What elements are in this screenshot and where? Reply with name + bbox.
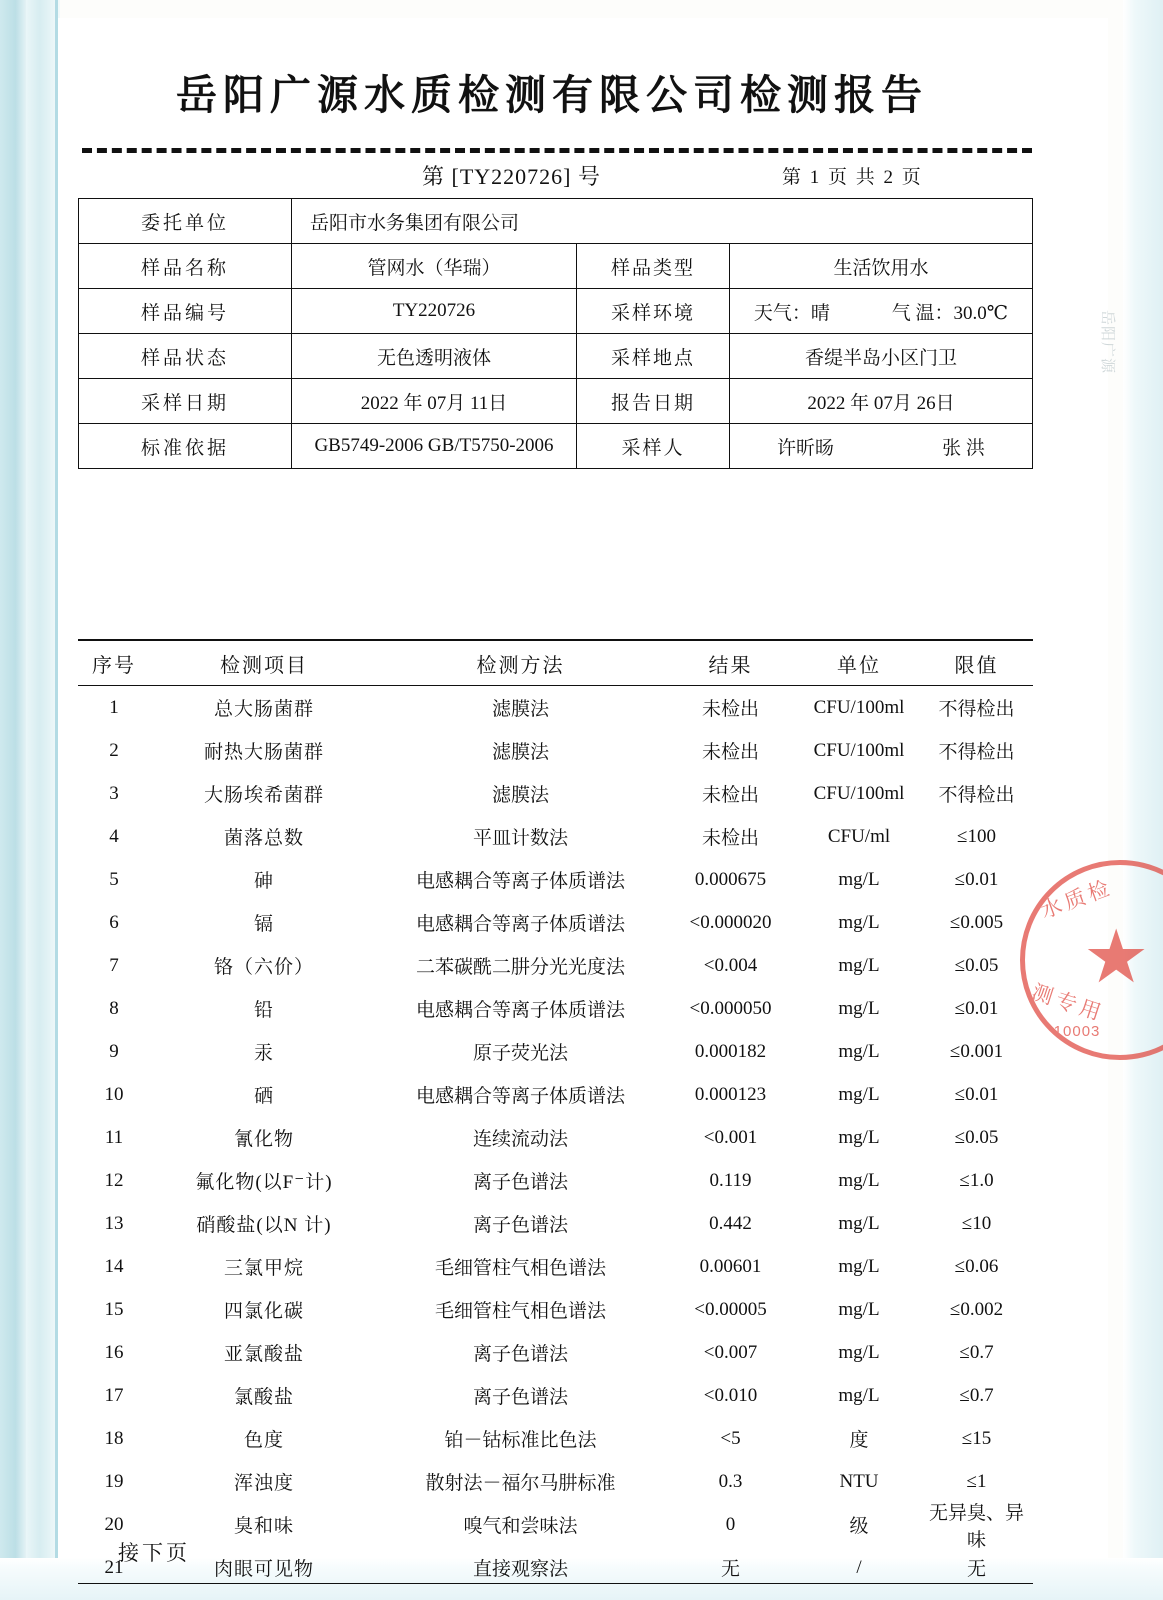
cell-item: 色度 [243,1430,284,1451]
cell-unit: mg/L [838,1384,880,1406]
sampling-weather: 天气：晴 [753,302,830,324]
cell-no: 8 [109,997,119,1019]
cell-method: 滤膜法 [491,699,549,720]
sampling-env-label: 采样环境 [577,289,730,334]
table-row [78,1030,1033,1073]
cell-limit: ≤0.002 [949,1298,1004,1320]
column-header-unit: 单位 [837,654,881,677]
cell-no: 19 [104,1470,124,1492]
cell-item: 耐热大肠菌群 [203,742,324,763]
cell-method: 离子色谱法 [472,1344,568,1365]
table-row [78,944,1033,987]
table-row [78,772,1033,815]
cell-no: 7 [109,954,119,976]
cell-unit: NTU [839,1470,879,1492]
cell-unit: CFU/100ml [813,696,905,718]
table-row [78,1202,1033,1245]
cell-no: 4 [109,825,119,847]
cell-no: 14 [104,1255,124,1277]
column-header-result: 结果 [708,654,753,677]
seal-number: 7210003 [1035,1023,1101,1040]
cell-no: 16 [104,1341,124,1363]
cell-result: <0.001 [703,1126,758,1148]
cell-limit: ≤0.7 [959,1341,994,1363]
cell-method: 滤膜法 [491,742,549,763]
cell-item: 氰化物 [233,1129,294,1150]
page-right-edge-strip [1123,0,1163,1600]
cell-item: 汞 [253,1043,274,1064]
column-header-no: 序号 [92,654,136,677]
cell-limit: ≤1 [966,1470,987,1492]
table-row [78,815,1033,858]
table-row-sample-state [79,334,1033,379]
seal-text-top: 水质检 [1037,874,1117,924]
cell-no: 12 [104,1169,124,1191]
sampler-label: 采样人 [577,424,730,469]
cell-limit: ≤0.01 [954,997,999,1019]
cell-limit: ≤1.0 [959,1169,994,1191]
table-row-standard [79,424,1033,469]
cell-unit: CFU/ml [827,825,891,847]
table-row [78,901,1033,944]
cell-limit: ≤15 [961,1427,992,1449]
table-row [78,1073,1033,1116]
cell-no: 21 [104,1556,124,1578]
sampler-value [730,424,1033,469]
cell-method: 铂－钴标准比色法 [444,1430,597,1451]
cell-result: <5 [720,1427,741,1449]
table-row [78,1374,1033,1417]
table-row [78,858,1033,901]
cell-limit: 无异臭、异味 [928,1502,1024,1551]
cell-item: 砷 [253,871,274,892]
sampler-name-2: 张 洪 [942,437,985,459]
cell-unit: mg/L [838,1341,880,1363]
cell-method: 直接观察法 [472,1559,568,1580]
cell-no: 18 [104,1427,124,1449]
cell-method: 散射法－福尔马肼标准 [425,1473,616,1494]
cell-method: 离子色谱法 [472,1215,568,1236]
sample-name-value: 管网水（华瑞） [292,244,577,289]
results-bottom-rule [78,1583,1033,1584]
cell-no: 2 [109,739,119,761]
client-label: 委托单位 [79,199,292,244]
cell-result: <0.007 [703,1341,758,1363]
cell-unit: mg/L [838,1255,880,1277]
cell-limit: 不得检出 [938,742,1015,763]
cell-unit: mg/L [838,954,880,976]
table-row [78,1331,1033,1374]
cell-method: 电感耦合等离子体质谱法 [415,914,625,935]
cell-no: 17 [104,1384,124,1406]
cell-limit: ≤10 [961,1212,992,1234]
sample-name-label: 样品名称 [79,244,292,289]
title-divider [82,148,1032,153]
table-row-sample-name [79,244,1033,289]
table-row-client [79,199,1033,244]
results-table [78,640,1033,1589]
cell-item: 硝酸盐(以N 计) [196,1215,332,1236]
cell-method: 滤膜法 [491,785,549,806]
cell-unit: 级 [849,1516,869,1537]
cell-no: 13 [104,1212,124,1234]
table-row [78,1288,1033,1331]
cell-unit: mg/L [838,1083,880,1105]
cell-method: 原子荧光法 [472,1043,568,1064]
table-row [78,1460,1033,1503]
cell-result: 无 [720,1559,740,1580]
cell-unit: mg/L [838,1126,880,1148]
cell-unit: mg/L [838,1040,880,1062]
page-left-edge-shadow [0,0,26,1600]
cell-method: 电感耦合等离子体质谱法 [415,871,625,892]
cell-result: <0.010 [703,1384,758,1406]
cell-result: 0.119 [709,1169,752,1191]
cell-item: 总大肠菌群 [213,699,314,720]
page-title: 岳阳广源水质检测有限公司检测报告 [176,71,928,119]
cell-result: <0.000020 [689,911,772,933]
sampling-env-value [730,289,1033,334]
cell-no: 10 [104,1083,124,1105]
cell-item: 四氯化碳 [223,1301,304,1322]
cell-limit: ≤100 [957,825,996,847]
column-header-method: 检测方法 [476,654,565,677]
cell-item: 大肠埃希菌群 [203,785,324,806]
sample-state-value: 无色透明液体 [292,334,577,379]
cell-no: 1 [109,696,119,718]
sampler-name-1: 许昕旸 [777,437,835,459]
cell-limit: 不得检出 [938,785,1015,806]
cell-unit: / [856,1556,862,1578]
cell-item: 三氯甲烷 [223,1258,304,1279]
table-row [78,1116,1033,1159]
table-row [78,1159,1033,1202]
cell-result: 未检出 [701,828,759,849]
cell-no: 15 [104,1298,124,1320]
sample-no-label: 样品编号 [79,289,292,334]
cell-item: 臭和味 [233,1516,294,1537]
standard-label: 标准依据 [79,424,292,469]
sampling-date-value: 2022 年 07月 11日 [292,379,577,424]
cell-limit: ≤0.7 [959,1384,994,1406]
cell-unit: mg/L [838,1212,880,1234]
cell-unit: mg/L [838,1298,880,1320]
table-row [78,686,1033,729]
cell-result: <0.00005 [694,1298,767,1320]
cell-item: 肉眼可见物 [213,1559,314,1580]
cell-result: 0.000123 [694,1083,767,1105]
cell-no: 3 [109,782,119,804]
cell-limit: ≤0.01 [954,1083,999,1105]
cell-result: 0.00601 [699,1255,762,1277]
cell-result: <0.000050 [689,997,772,1019]
cell-method: 二苯碳酰二肼分光光度法 [415,957,625,978]
cell-no: 6 [109,911,119,933]
cell-unit: mg/L [838,911,880,933]
cell-item: 铅 [253,1000,274,1021]
column-header-limit: 限值 [954,654,999,677]
table-row [78,1417,1033,1460]
sample-type-value: 生活饮用水 [730,244,1033,289]
cell-method: 毛细管柱气相色谱法 [434,1301,606,1322]
cell-no: 5 [109,868,119,890]
page-counter: 第 1 页 共 2 页 [782,167,923,188]
cell-limit: ≤0.05 [954,954,999,976]
cell-limit: ≤0.01 [954,868,999,890]
report-meta-row [82,160,1032,192]
sample-type-label: 样品类型 [577,244,730,289]
sampling-place-value: 香缇半岛小区门卫 [730,334,1033,379]
cell-no: 11 [104,1126,124,1148]
cell-unit: mg/L [838,1169,880,1191]
cell-result: 0 [725,1513,736,1535]
client-value: 岳阳市水务集团有限公司 [292,199,1033,244]
cell-item: 氟化物(以F⁻计) [195,1172,333,1193]
cell-result: 0.3 [718,1470,743,1492]
sample-no-value: TY220726 [292,289,577,334]
cell-unit: 度 [849,1430,869,1451]
cell-item: 浑浊度 [233,1473,294,1494]
cell-limit: ≤0.001 [949,1040,1004,1062]
table-row [78,729,1033,772]
cell-method: 离子色谱法 [472,1387,568,1408]
cell-item: 铬（六价） [213,957,314,978]
report-date-label: 报告日期 [577,379,730,424]
table-row [78,1245,1033,1288]
table-row [78,1502,1033,1551]
cell-result: 0.442 [709,1212,752,1234]
report-number: 第 [TY220726] 号 [422,164,601,189]
cell-method: 嗅气和尝味法 [463,1516,578,1537]
cell-result: <0.004 [703,954,758,976]
cell-method: 电感耦合等离子体质谱法 [415,1086,625,1107]
column-header-item: 检测项目 [220,654,308,677]
sampling-temperature: 气 温：30.0℃ [891,302,1009,324]
standard-value: GB5749-2006 GB/T5750-2006 [292,424,577,469]
cell-method: 电感耦合等离子体质谱法 [415,1000,625,1021]
sample-state-label: 样品状态 [79,334,292,379]
table-row [78,987,1033,1030]
cell-unit: CFU/100ml [813,739,905,761]
cell-unit: CFU/100ml [813,782,905,804]
seal-text-bottom: 测专用 [1028,979,1108,1026]
cell-limit: ≤0.06 [954,1255,999,1277]
cell-limit: 无 [966,1559,986,1580]
cell-method: 毛细管柱气相色谱法 [434,1258,606,1279]
cell-result: 0.000675 [694,868,767,890]
cell-item: 氯酸盐 [233,1387,294,1408]
cell-result: 未检出 [701,699,759,720]
continued-note: 接下页 [118,1541,190,1565]
cell-method: 平皿计数法 [472,828,568,849]
report-date-value: 2022 年 07月 26日 [730,379,1033,424]
watermark-faint-text: 岳阳广源 [1099,310,1115,375]
cell-method: 离子色谱法 [472,1172,568,1193]
official-seal-stamp: 水质检 ★ 测专用 7210003 [1020,860,1163,1060]
sample-info-table [78,198,1033,469]
cell-result: 0.000182 [694,1040,767,1062]
cell-item: 菌落总数 [223,828,304,849]
cell-item: 镉 [253,914,274,935]
cell-no: 20 [104,1513,124,1535]
sampling-date-label: 采样日期 [79,379,292,424]
cell-no: 9 [109,1040,119,1062]
cell-limit: 不得检出 [938,699,1015,720]
table-row-sampling-date [79,379,1033,424]
cell-method: 连续流动法 [472,1129,568,1150]
cell-item: 硒 [253,1086,274,1107]
cell-result: 未检出 [701,742,759,763]
cell-result: 未检出 [701,785,759,806]
cell-item: 亚氯酸盐 [223,1344,304,1365]
cell-unit: mg/L [838,868,880,890]
cell-limit: ≤0.005 [949,911,1004,933]
cell-limit: ≤0.05 [954,1126,999,1148]
sampling-place-label: 采样地点 [577,334,730,379]
results-header-row [78,640,1033,686]
cell-unit: mg/L [838,997,880,1019]
table-row-sample-no [79,289,1033,334]
